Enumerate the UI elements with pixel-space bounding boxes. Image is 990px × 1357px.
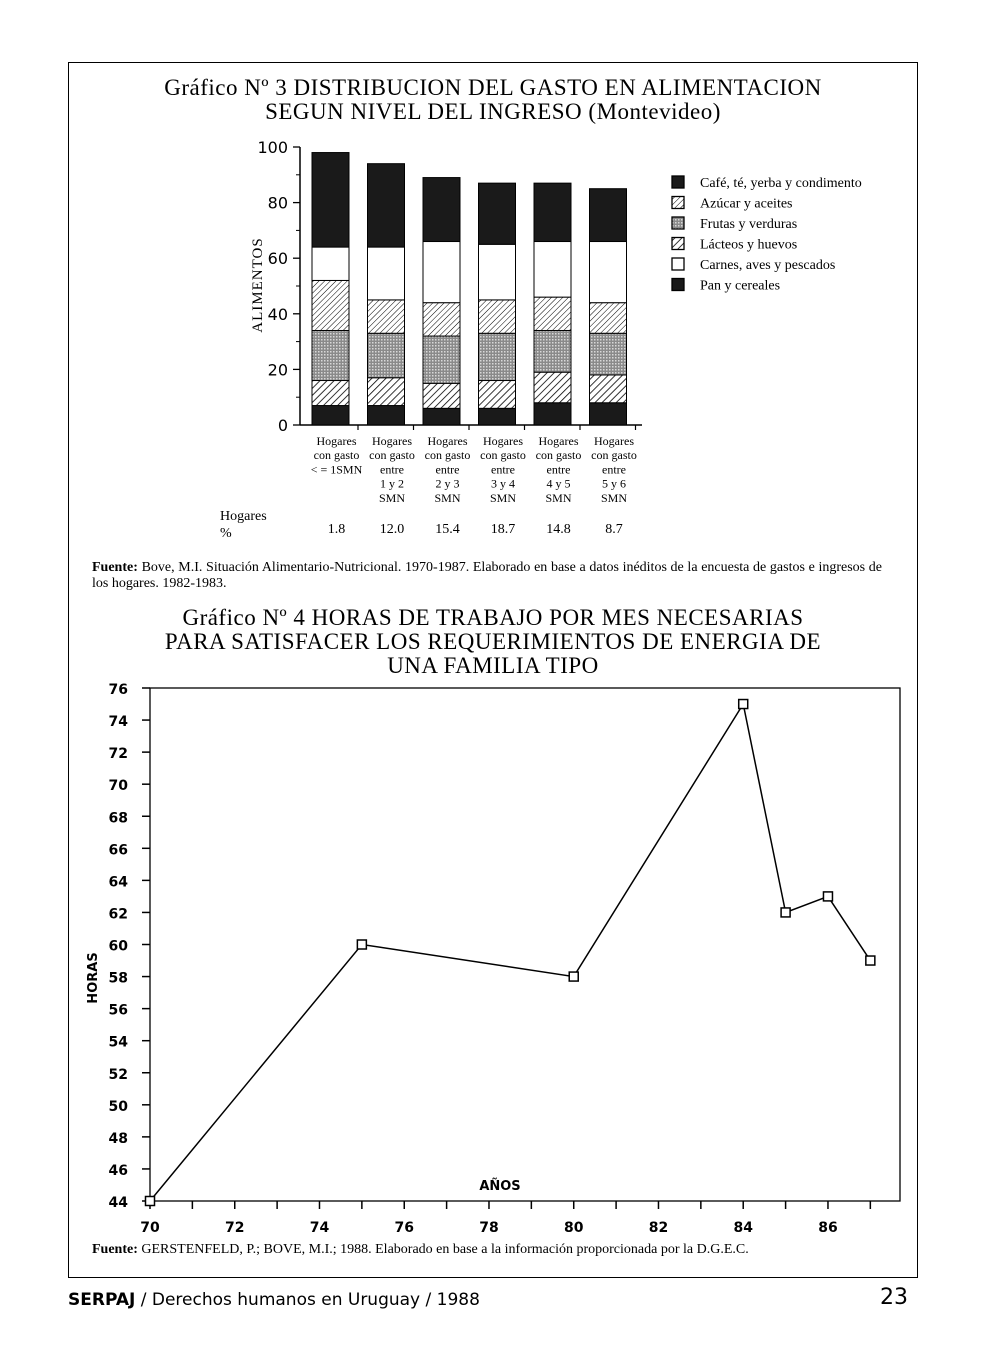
chart3-category-label: SMN (489, 490, 517, 505)
chart3-legend-label: Azúcar y aceites (700, 196, 793, 212)
chart4-data-point (146, 1197, 155, 1206)
chart4-y-tick-label: 60 (108, 938, 128, 955)
chart3-category-label: 5 y 6 (602, 476, 626, 491)
chart4-y-tick-label: 48 (108, 1130, 128, 1147)
chart4-y-tick-label: 62 (108, 906, 128, 923)
chart4-x-tick-label: 80 (563, 1220, 584, 1236)
chart3-hogares-row-unit: % (220, 526, 232, 541)
chart4-y-tick-label: 70 (108, 778, 128, 795)
chart4-y-tick-label: 68 (108, 810, 128, 827)
footer-publisher: SERPAJ (68, 1290, 136, 1310)
chart4-x-tick-label: 76 (394, 1220, 414, 1236)
chart4-title-line1: Gráfico Nº 4 HORAS DE TRABAJO POR MES NECESARIAS (182, 605, 804, 630)
chart4-y-tick-label: 44 (108, 1195, 128, 1211)
chart3-category-label: SMN (600, 490, 628, 505)
chart4-x-tick-label: 72 (225, 1220, 245, 1236)
footer-rest: / Derechos humanos en Uruguay / 1988 (135, 1290, 480, 1310)
chart4-plot-frame (150, 688, 900, 1201)
chart3-hogares-pct: 1.8 (327, 522, 346, 537)
chart3-category-label: SMN (545, 490, 572, 505)
chart4-y-tick-label: 76 (108, 682, 128, 698)
chart4-y-axis-label: HORAS (86, 952, 101, 1004)
chart4-y-tick-label: 66 (108, 842, 128, 859)
chart4-source (92, 1242, 882, 1258)
chart3-category-label: Hogares (427, 434, 468, 448)
chart3-title-line2: SEGUN NIVEL DEL INGRESO (Montevideo) (265, 99, 721, 124)
chart4-x-tick-label: 84 (733, 1220, 753, 1236)
chart3-source-label: Fuente: (92, 560, 138, 575)
chart3-y-tick-label: 0 (277, 416, 288, 435)
page-number: 23 (880, 1285, 908, 1310)
chart4-source-text: GERSTENFELD, P.; BOVE, M.I.; 1988. Elaborado en base a la información proporcionada por la D.G.E.C. (141, 1242, 749, 1257)
chart4-y-tick-label: 72 (108, 746, 128, 763)
chart3-category-label: con gasto (535, 448, 582, 463)
chart3-category-label: con gasto (369, 448, 415, 463)
chart3-category-label: Hogares (483, 434, 523, 448)
chart3-legend-label: Lácteos y huevos (700, 237, 798, 253)
chart3-category-label: < = 1SMN (310, 462, 363, 477)
chart4-y-tick-label: 74 (108, 714, 128, 731)
chart3-hogares-pct: 18.7 (490, 522, 516, 537)
chart3-category-label: 3 y 4 (491, 476, 515, 491)
chart4-y-tick-label: 64 (108, 874, 128, 891)
chart4-data-point (357, 940, 366, 949)
footer-publication (68, 1290, 480, 1310)
chart4-x-tick-label: 86 (818, 1220, 838, 1236)
chart3-hogares-pct: 14.8 (546, 522, 571, 537)
chart4-x-axis-label: AÑOS (479, 1179, 521, 1194)
chart3-legend-label: Frutas y verduras (700, 217, 798, 232)
chart3-title-line1: Gráfico Nº 3 DISTRIBUCION DEL GASTO EN ALIMENTACION (164, 75, 822, 100)
chart3-category-label: entre (602, 462, 626, 477)
chart3-legend-label: Pan y cereales (700, 278, 781, 294)
chart3-y-tick-label: 40 (267, 304, 288, 324)
chart3-category-label: Hogares (594, 434, 634, 448)
chart3-hogares-pct: 8.7 (605, 522, 623, 537)
chart3-hogares-pct: 12.0 (379, 522, 405, 537)
chart4-data-point (781, 908, 790, 917)
chart4-x-tick-label: 70 (140, 1220, 160, 1236)
chart4-x-tick-label: 74 (309, 1220, 330, 1236)
chart3-y-axis-label: ALIMENTOS (250, 237, 266, 333)
chart3-category-label: 4 y 5 (546, 476, 571, 491)
chart3-category-label: 1 y 2 (380, 476, 404, 491)
chart3-hogares-row-label: Hogares (220, 509, 267, 524)
chart4-y-tick-label: 50 (108, 1098, 128, 1115)
chart3-category-label: con gasto (424, 448, 471, 463)
chart3-category-label: SMN (378, 490, 406, 505)
chart3-category-label: entre (546, 462, 571, 477)
chart3-category-label: Hogares (316, 434, 357, 448)
chart3-y-tick-label: 80 (267, 193, 288, 213)
chart3-category-label: con gasto (591, 448, 637, 463)
chart3-category-label: SMN (434, 490, 461, 505)
chart3-legend-label: Carnes, aves y pescados (700, 258, 836, 273)
chart4-y-tick-label: 54 (108, 1034, 128, 1051)
chart4-source-label: Fuente: (92, 1242, 138, 1257)
chart4-data-point (823, 892, 832, 901)
chart4-x-tick-label: 78 (479, 1220, 499, 1236)
chart3-category-label: Hogares (538, 434, 579, 448)
chart4-data-point (569, 972, 578, 981)
chart4-y-tick-label: 52 (108, 1066, 128, 1083)
chart4-series-line (150, 704, 870, 1201)
chart4-title-line2: PARA SATISFACER LOS REQUERIMIENTOS DE ENERGIA DE (164, 629, 822, 654)
chart3-category-label: con gasto (313, 448, 360, 463)
chart4-y-tick-label: 46 (108, 1162, 128, 1179)
chart3-category-label: 2 y 3 (435, 476, 460, 491)
chart3-source-text: Bove, M.I. Situación Alimentario-Nutricional. 1970-1987. Elaborado en base a datos inéditos de la encuesta de gastos e ingresos de los hogares. 1982-1983. (92, 560, 882, 591)
chart3-category-label: Hogares (372, 434, 412, 448)
chart4-y-tick-label: 58 (108, 970, 128, 987)
chart4-data-point (739, 700, 748, 709)
chart4-data-point (866, 956, 875, 965)
chart3-category-label: entre (380, 462, 404, 477)
chart3-category-label: entre (435, 462, 460, 477)
chart4-title-line3: UNA FAMILIA TIPO (387, 653, 599, 678)
chart4-y-tick-label: 56 (108, 1002, 128, 1019)
chart3-category-label: entre (491, 462, 515, 477)
chart3-hogares-pct: 15.4 (435, 522, 460, 537)
chart3-y-tick-label: 60 (267, 249, 288, 269)
chart4-x-tick-label: 82 (648, 1220, 669, 1236)
chart3-legend-label: Café, té, yerba y condimento (700, 176, 862, 191)
chart3-category-label: con gasto (480, 448, 526, 463)
chart3-y-tick-label: 20 (267, 360, 288, 380)
chart3-y-tick-label: 100 (257, 138, 288, 157)
